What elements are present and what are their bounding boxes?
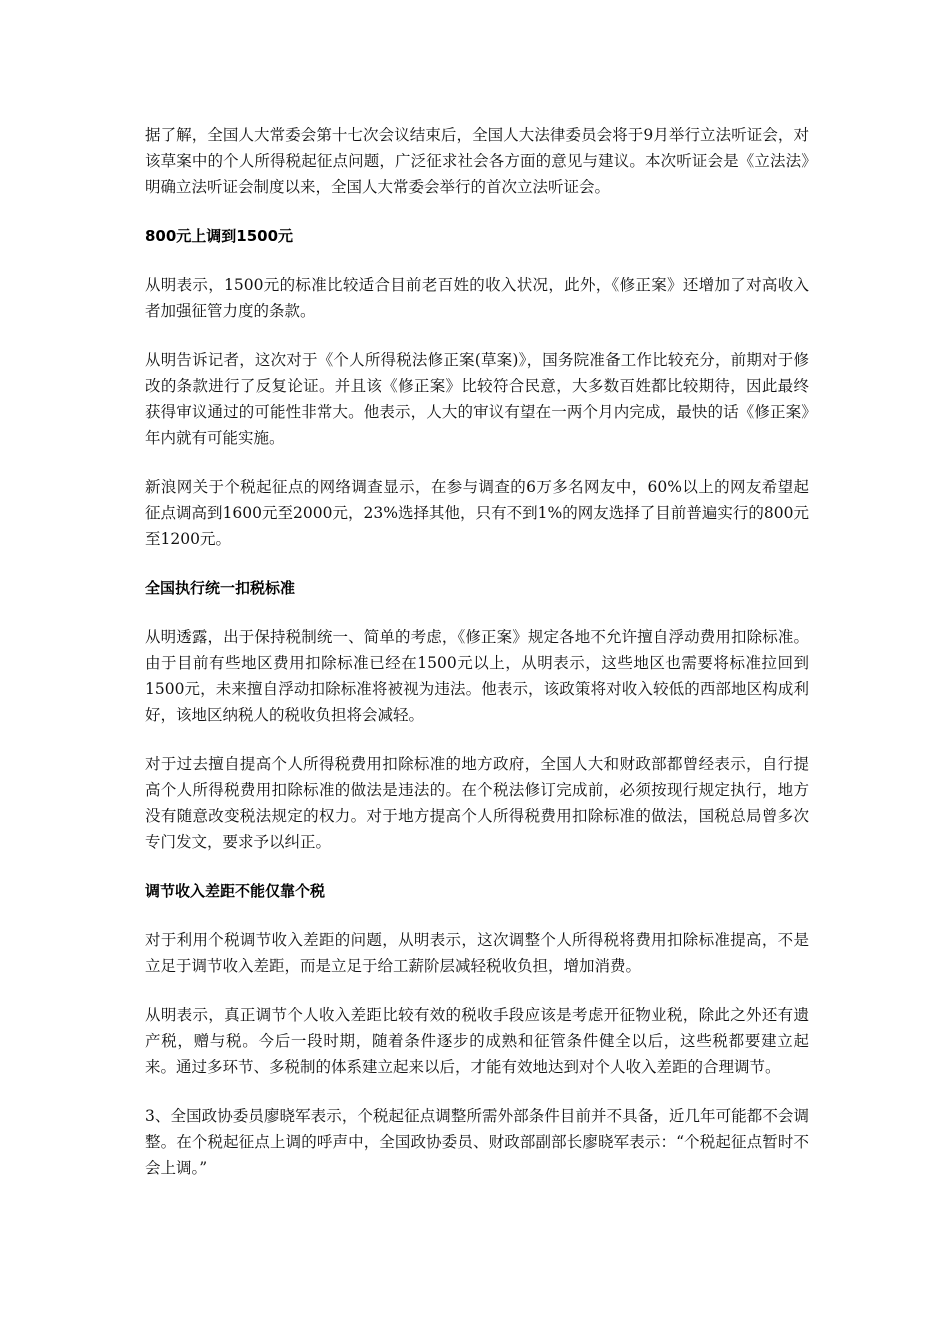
heading-raise-threshold: 800元上调到1500元 (145, 227, 294, 245)
paragraph-review-outlook: 从明告诉记者，这次对于《个人所得税法修正案(草案)》，国务院准备工作比较充分，前期对于修改的条款进行了反复论证。并且该《修正案》比较符合民意，大多数百姓都比较期待，因此最终获得审议通过的可能性非常大。他表示，人大的审议有望在一两个月内完成，最快的话《修正案》年内就有可能实施。 (145, 351, 809, 447)
heading-unified-standard: 全国执行统一扣税标准 (145, 579, 296, 597)
paragraph-hearing: 据了解，全国人大常委会第十七次会议结束后，全国人大法律委员会将于9月举行立法听证会，对该草案中的个人所得税起征点问题，广泛征求社会各方面的意见与建议。本次听证会是《立法法》明确立法听证会制度以来，全国人大常委会举行的首次立法听证会。 (145, 126, 809, 196)
paragraph-property-tax: 从明表示，真正调节个人收入差距比较有效的税收手段应该是考虑开征物业税，除此之外还有遗产税，赠与税。今后一段时期，随着条件逐步的成熟和征管条件健全以后，这些税都要建立起来。通过多环节、多税制的体系建立起来以后，才能有效地达到对个人收入差距的合理调节。 (145, 1006, 809, 1076)
paragraph-reduce-burden: 对于利用个税调节收入差距的问题，从明表示，这次调整个人所得税将费用扣除标准提高，不是立足于调节收入差距，而是立足于给工薪阶层减轻税收负担，增加消费。 (145, 931, 809, 975)
paragraph-no-floating: 从明透露，出于保持税制统一、简单的考虑，《修正案》规定各地不允许擅自浮动费用扣除标准。由于目前有些地区费用扣除标准已经在1500元以上，从明表示，这些地区也需要将标准拉回到1500元，未来擅自浮动扣除标准将被视为违法。他表示，该政策将对收入较低的西部地区构成利好，该地区纳税人的税收负担将会减轻。 (145, 628, 809, 724)
paragraph-liao-xiaojun: 3、全国政协委员廖晓军表示，个税起征点调整所需外部条件目前并不具备，近几年可能都不会调整。在个税起征点上调的呼声中，全国政协委员、财政部副部长廖晓军表示：“个税起征点暂时不会上调。” (145, 1107, 809, 1177)
article-body (145, 122, 809, 1204)
paragraph-standard-suitable: 从明表示，1500元的标准比较适合目前老百姓的收入状况，此外，《修正案》还增加了对高收入者加强征管力度的条款。 (145, 276, 809, 320)
paragraph-sina-survey: 新浪网关于个税起征点的网络调查显示，在参与调查的6万多名网友中，60%以上的网友希望起征点调高到1600元至2000元，23%选择其他，只有不到1%的网友选择了目前普遍实行的800元至1200元。 (145, 478, 809, 548)
heading-income-gap: 调节收入差距不能仅靠个税 (145, 882, 326, 900)
paragraph-local-governments: 对于过去擅自提高个人所得税费用扣除标准的地方政府，全国人大和财政部都曾经表示，自行提高个人所得税费用扣除标准的做法是违法的。在个税法修订完成前，必须按现行规定执行，地方没有随意改变税法规定的权力。对于地方提高个人所得税费用扣除标准的做法，国税总局曾多次专门发文，要求予以纠正。 (145, 755, 809, 851)
